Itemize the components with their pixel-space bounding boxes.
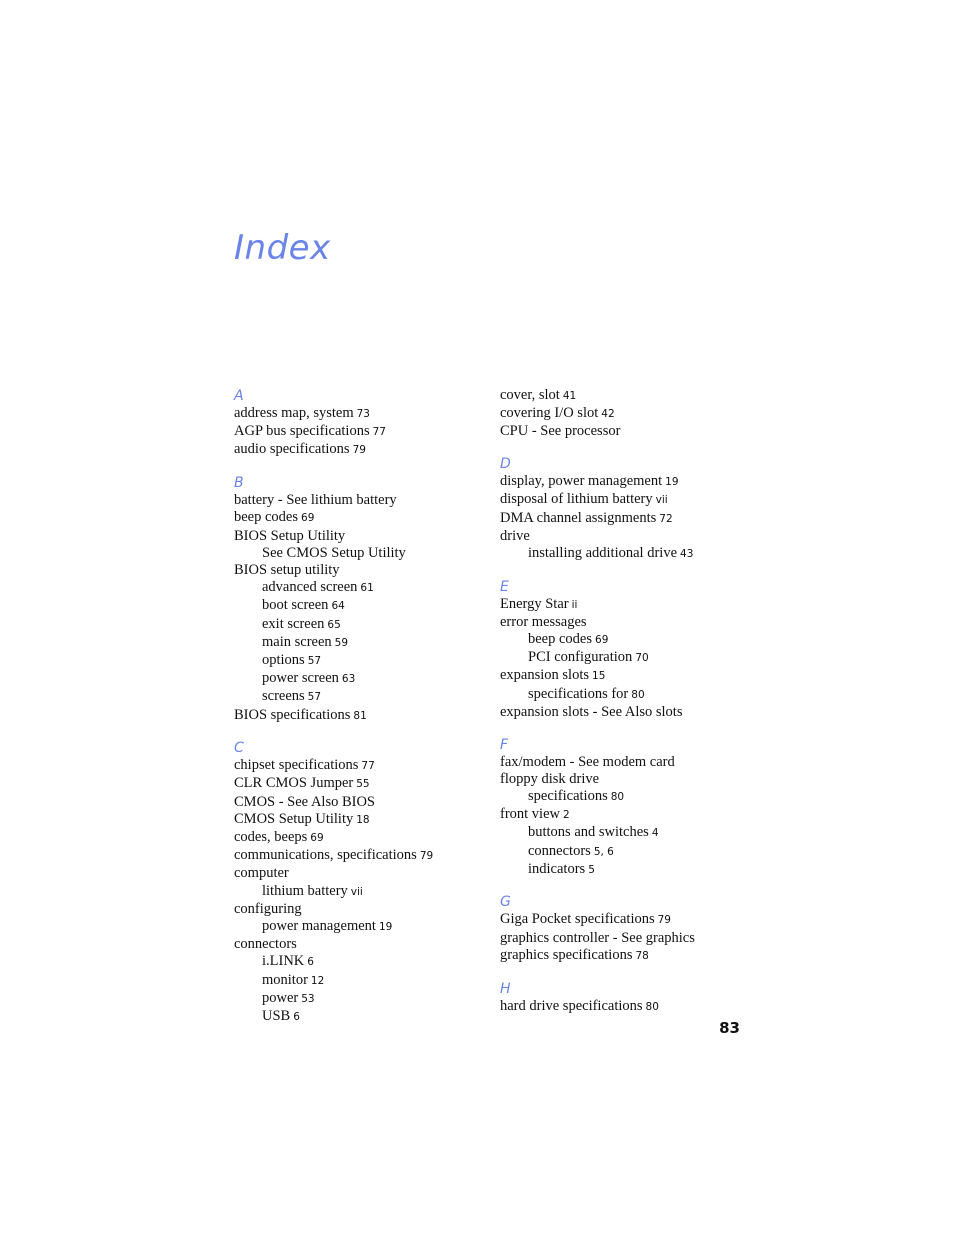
entry-text: USB: [262, 1008, 291, 1025]
section-letter: B: [234, 475, 244, 492]
index-entry: [234, 865, 484, 882]
index-entry: [500, 405, 750, 423]
entry-text: connectors: [528, 842, 591, 859]
entry-page-ref: 59: [334, 636, 349, 649]
entry-text: display, power management: [500, 473, 663, 490]
index-subentry: [234, 652, 484, 670]
index-entry: [234, 509, 484, 527]
index-entry: [234, 423, 484, 441]
entry-page-ref: 79: [352, 444, 366, 457]
index-entry: [234, 528, 484, 545]
entry-page-ref: 55: [356, 778, 370, 791]
entry-text: specifications for: [528, 685, 629, 702]
index-subentry: [500, 824, 750, 842]
entry-page-ref: 65: [327, 618, 341, 631]
index-entry: [500, 491, 750, 509]
index-section: [500, 980, 750, 1016]
index-entry: [500, 510, 750, 528]
entry-text: fax/modem - See modem card: [500, 753, 675, 770]
entry-text: screens: [262, 688, 305, 705]
entry-text: codes, beeps: [234, 829, 308, 846]
entry-text: covering I/O slot: [500, 405, 599, 422]
entry-page-ref: 5: [588, 863, 595, 876]
entry-text: power: [262, 989, 299, 1006]
index-entry: [500, 614, 750, 631]
entry-page-ref: 6: [307, 956, 314, 969]
index-subentry: [234, 597, 484, 615]
page-title: Index: [234, 228, 331, 268]
index-entry: [500, 947, 750, 965]
entry-page-ref: 78: [635, 949, 649, 962]
entry-text: i.LINK: [262, 953, 305, 970]
index-section: [500, 893, 750, 965]
index-subentry: [500, 631, 750, 649]
entry-text: PCI configuration: [528, 649, 633, 666]
section-letter: A: [234, 388, 244, 404]
entry-page-ref: 19: [378, 921, 393, 934]
index-entry: [500, 704, 750, 721]
index-section: [234, 387, 484, 460]
entry-text: computer: [234, 865, 289, 882]
index-entry: [500, 806, 750, 824]
index-entry: [234, 794, 484, 811]
index-entry: [234, 901, 484, 918]
entry-text: BIOS Setup Utility: [234, 527, 346, 544]
entry-page-ref: 70: [635, 652, 649, 665]
entry-page-ref: 2: [563, 809, 570, 822]
entry-page-ref: 18: [356, 813, 370, 826]
entry-text: CMOS Setup Utility: [234, 810, 354, 827]
entry-page-ref: 69: [310, 832, 324, 845]
index-subentry: [234, 579, 484, 597]
index-subentry: [500, 686, 750, 704]
entry-page-ref: 72: [659, 512, 673, 525]
index-entry: [500, 930, 750, 947]
page-number: 83: [719, 1019, 740, 1037]
entry-page-ref: 57: [307, 654, 322, 667]
entry-text: CMOS - See Also BIOS: [234, 793, 375, 810]
index-subentry: [500, 788, 750, 806]
entry-page-ref: 43: [680, 547, 694, 560]
index-section: [500, 578, 750, 721]
entry-text: monitor: [262, 971, 308, 988]
entry-page-ref: 6: [293, 1011, 300, 1024]
entry-text: boot screen: [262, 597, 329, 614]
entry-page-ref: 53: [301, 992, 315, 1005]
index-column-right: [500, 387, 750, 1030]
entry-text: disposal of lithium battery: [500, 491, 653, 508]
entry-page-ref: 57: [307, 691, 322, 704]
entry-text: battery - See lithium battery: [234, 492, 397, 509]
index-entry: [500, 596, 750, 614]
entry-text: front view: [500, 806, 560, 823]
index-entry: [234, 775, 484, 793]
entry-text: drive: [500, 527, 530, 544]
index-entry: [500, 998, 750, 1016]
entry-text: BIOS setup utility: [234, 561, 340, 578]
index-subentry: [234, 883, 484, 901]
entry-text: options: [262, 651, 305, 668]
index-subentry: [500, 649, 750, 667]
entry-page-ref: 19: [665, 476, 679, 489]
section-letter: D: [500, 456, 511, 473]
index-subentry: [234, 972, 484, 990]
entry-page-ref: 4: [651, 827, 659, 840]
entry-text: hard drive specifications: [500, 997, 643, 1014]
entry-text: beep codes: [234, 509, 299, 526]
entry-page-ref: 42: [601, 408, 615, 421]
index-entry: [234, 405, 484, 423]
section-letter: C: [234, 740, 244, 757]
index-entry: [234, 811, 484, 829]
index-subentry: [234, 616, 484, 634]
entry-text: installing additional drive: [528, 544, 678, 561]
index-entry: [234, 757, 484, 775]
entry-page-ref: 64: [331, 600, 345, 613]
entry-page-ref: 41: [562, 390, 577, 402]
entry-text: power screen: [262, 670, 339, 687]
entry-text: graphics specifications: [500, 946, 633, 963]
index-entry: [234, 492, 484, 509]
index-section: [500, 455, 750, 563]
entry-text: CLR CMOS Jumper: [234, 775, 354, 792]
index-column-left: [234, 387, 484, 1041]
entry-page-ref: vii: [655, 494, 668, 507]
index-subentry: [234, 670, 484, 688]
section-letter: H: [500, 980, 511, 997]
entry-page-ref: 73: [356, 408, 370, 420]
entry-text: BIOS specifications: [234, 706, 351, 723]
section-letter: F: [500, 736, 509, 753]
entry-text: chipset specifications: [234, 757, 359, 774]
entry-page-ref: 80: [631, 688, 645, 701]
entry-text: beep codes: [528, 631, 593, 648]
index-entry: [234, 562, 484, 579]
index-section: [234, 474, 484, 725]
entry-text: connectors: [234, 936, 297, 953]
index-section: [500, 387, 750, 441]
index-subentry: [500, 843, 750, 861]
entry-text: power management: [262, 918, 376, 935]
index-entry: [500, 528, 750, 545]
index-entry: [234, 441, 484, 459]
index-subentry: [500, 861, 750, 879]
entry-text: AGP bus specifications: [234, 423, 370, 440]
entry-page-ref: 5, 6: [593, 845, 614, 858]
index-subentry: [500, 545, 750, 563]
entry-page-ref: 15: [592, 670, 606, 683]
index-entry: [500, 473, 750, 491]
section-letter: G: [500, 894, 511, 911]
entry-text: main screen: [262, 633, 332, 650]
index-entry: [234, 936, 484, 953]
index-subentry: [234, 688, 484, 706]
index-subentry: [234, 953, 484, 971]
entry-page-ref: 69: [595, 634, 609, 647]
entry-text: audio specifications: [234, 441, 350, 458]
section-letter: E: [500, 578, 509, 595]
index-subentry: [234, 634, 484, 652]
index-entry: [234, 847, 484, 865]
entry-page-ref: 80: [610, 790, 625, 803]
index-entry: [500, 423, 750, 440]
entry-page-ref: 79: [419, 850, 434, 863]
entry-text: expansion slots: [500, 667, 590, 684]
index-entry: [234, 707, 484, 725]
entry-text: Energy Star: [500, 595, 569, 612]
index-entry: [500, 754, 750, 771]
entry-text: buttons and switches: [528, 824, 649, 841]
entry-page-ref: 12: [310, 974, 325, 987]
entry-text: graphics controller - See graphics: [500, 929, 695, 946]
entry-text: Giga Pocket specifications: [500, 911, 655, 928]
entry-text: communications, specifications: [234, 847, 417, 864]
entry-page-ref: vii: [350, 885, 363, 898]
entry-page-ref: 79: [657, 914, 671, 927]
entry-text: DMA channel assignments: [500, 509, 657, 526]
entry-text: cover, slot: [500, 387, 560, 403]
index-entry: [500, 667, 750, 685]
index-section: [500, 736, 750, 879]
entry-text: See CMOS Setup Utility: [262, 544, 406, 561]
entry-text: indicators: [528, 860, 586, 877]
entry-text: lithium battery: [262, 882, 348, 899]
index-entry: [500, 387, 750, 405]
entry-page-ref: 77: [372, 426, 386, 439]
entry-text: CPU - See processor: [500, 423, 621, 440]
entry-page-ref: 61: [360, 582, 374, 595]
index-entry: [500, 771, 750, 788]
entry-text: floppy disk drive: [500, 770, 600, 787]
entry-page-ref: 81: [353, 709, 367, 722]
entry-text: configuring: [234, 900, 302, 917]
entry-text: expansion slots - See Also slots: [500, 703, 683, 720]
index-subentry: [234, 918, 484, 936]
entry-page-ref: 80: [645, 1000, 659, 1013]
entry-text: address map, system: [234, 405, 354, 421]
entry-text: error messages: [500, 613, 587, 630]
index-entry: [500, 911, 750, 929]
entry-text: specifications: [528, 787, 608, 804]
entry-page-ref: ii: [571, 598, 578, 611]
index-subentry: [234, 990, 484, 1008]
index-section: [234, 739, 484, 1026]
entry-text: advanced screen: [262, 579, 358, 596]
index-subentry: [234, 545, 484, 562]
index-subentry: [234, 1008, 484, 1026]
entry-page-ref: 63: [341, 673, 356, 686]
entry-page-ref: 69: [301, 512, 315, 525]
entry-page-ref: 77: [361, 760, 375, 773]
entry-text: exit screen: [262, 615, 325, 632]
index-entry: [234, 829, 484, 847]
